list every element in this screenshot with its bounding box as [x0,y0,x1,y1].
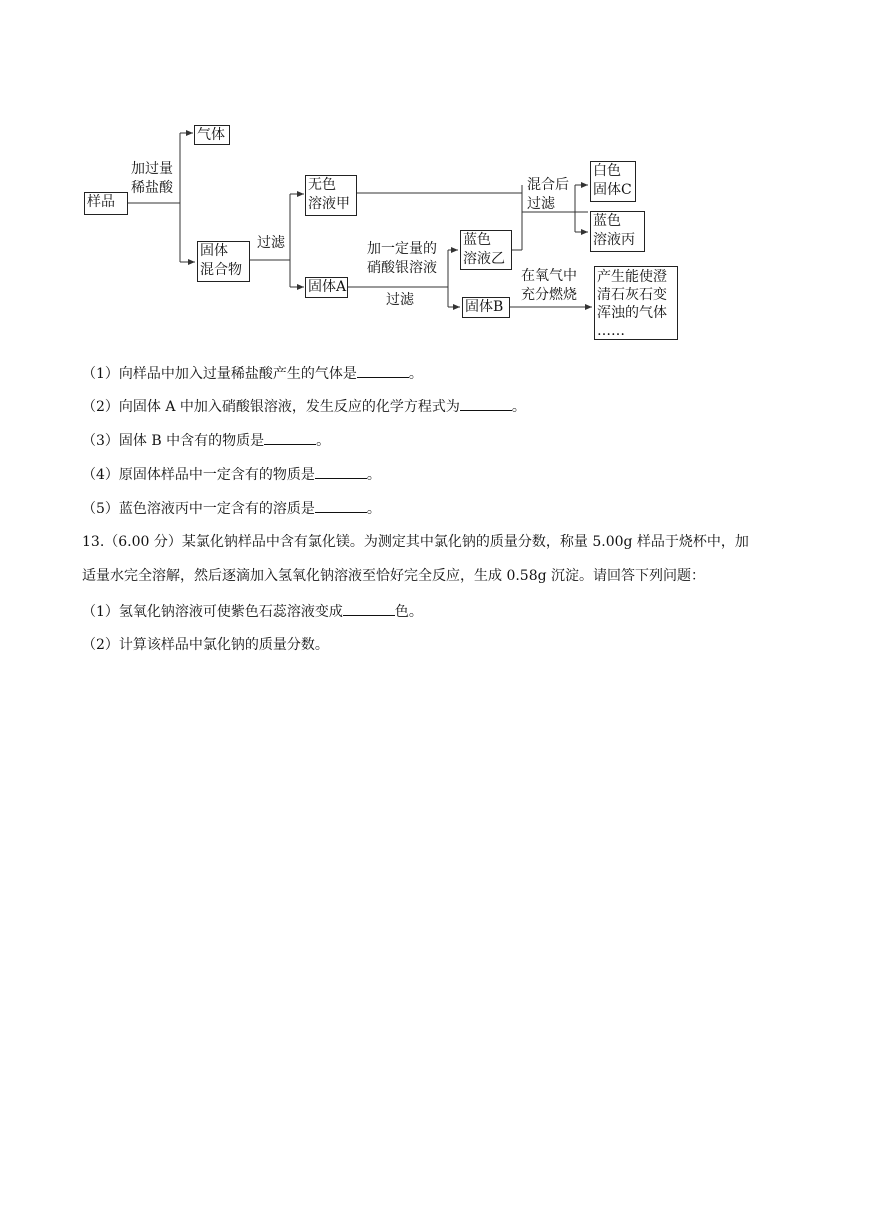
question-1-suffix: 。 [408,366,423,382]
question-5-text: （5）蓝色溶液丙中一定含有的溶质是 [82,501,315,517]
answer-blank [315,498,367,513]
answer-blank [315,464,367,479]
burn-line2: 充分燃烧 [521,287,577,303]
solid-mix-line2: 混合物 [200,262,242,278]
agno3-line1: 加一定量的 [367,241,437,257]
result-line4: …… [597,323,625,339]
result-line3: 浑浊的气体 [597,305,667,321]
solid-b-label: 固体B [465,299,504,315]
question-5-suffix: 。 [366,501,381,517]
colorless-line2: 溶液甲 [308,196,350,212]
gas-box [194,125,230,145]
question-3 [82,430,330,451]
white-line2: 固体C [593,182,632,198]
answer-blank [460,396,512,411]
question-3-suffix: 。 [316,433,331,449]
question-2-suffix: 。 [511,399,526,415]
white-solid-c-box [590,161,636,202]
filter-label-1: 过滤 [257,235,285,251]
reagent-line2: 稀盐酸 [131,180,173,196]
question-4-text: （4）原固体样品中一定含有的物质是 [82,467,315,483]
question-4 [82,464,381,485]
blue-solution-b-box [460,230,512,270]
question-2 [82,396,526,417]
blue-c-line2: 溶液丙 [593,232,635,248]
question-3-text: （3）固体 B 中含有的物质是 [82,433,265,449]
solid-mix-line1: 固体 [200,243,228,259]
solid-a-box [305,277,348,298]
result-line2: 清石灰石变 [597,287,667,303]
blue-b-line2: 溶液乙 [463,251,505,267]
sample-label: 样品 [87,194,115,210]
colorless-line1: 无色 [308,177,336,193]
problem-13-line-2: 适量水完全溶解，然后逐滴加入氢氧化钠溶液至恰好完全反应，生成 0.58g 沉淀。请回答下列问题： [82,568,706,584]
question-1 [82,363,423,384]
answer-blank [343,601,395,616]
burn-line1: 在氧气中 [521,268,577,284]
blue-b-line1: 蓝色 [463,232,491,248]
gas-label: 气体 [197,127,225,143]
problem-13-sub-1-suffix: 色。 [394,604,423,620]
question-2-text: （2）向固体 A 中加入硝酸银溶液，发生反应的化学方程式为 [82,399,460,415]
solid-b-box [462,297,510,318]
problem-13-sub-1-text: （1）氢氧化钠溶液可使紫色石蕊溶液变成 [82,604,343,620]
answer-blank [357,363,409,378]
white-line1: 白色 [593,163,621,179]
blue-solution-c-box [590,211,645,252]
problem-13-sub-2: （2）计算该样品中氯化钠的质量分数。 [82,637,329,653]
filter-label-2: 过滤 [386,292,414,308]
mix-filter-label [527,176,569,214]
sample-box [84,192,128,215]
blue-c-line1: 蓝色 [593,213,621,229]
result-line1: 产生能使澄 [597,269,667,285]
reagent-line1: 加过量 [131,161,173,177]
result-box [594,266,678,340]
answer-blank [264,430,316,445]
burn-label [521,267,577,305]
agno3-label [367,240,437,278]
problem-13-line-1: 13.（6.00 分）某氯化钠样品中含有氯化镁。为测定其中氯化钠的质量分数，称量 5.00g 样品于烧杯中，加 [82,534,749,550]
solid-mixture-box [197,241,250,282]
mix-line1: 混合后 [527,177,569,193]
reagent-label [131,160,173,198]
question-5 [82,498,381,519]
agno3-line2: 硝酸银溶液 [367,260,437,276]
solid-a-label: 固体A [308,279,347,295]
question-4-suffix: 。 [366,467,381,483]
question-1-text: （1）向样品中加入过量稀盐酸产生的气体是 [82,366,357,382]
mix-line2: 过滤 [527,196,555,212]
problem-13-sub-1 [82,601,423,622]
colorless-solution-box [305,175,357,216]
